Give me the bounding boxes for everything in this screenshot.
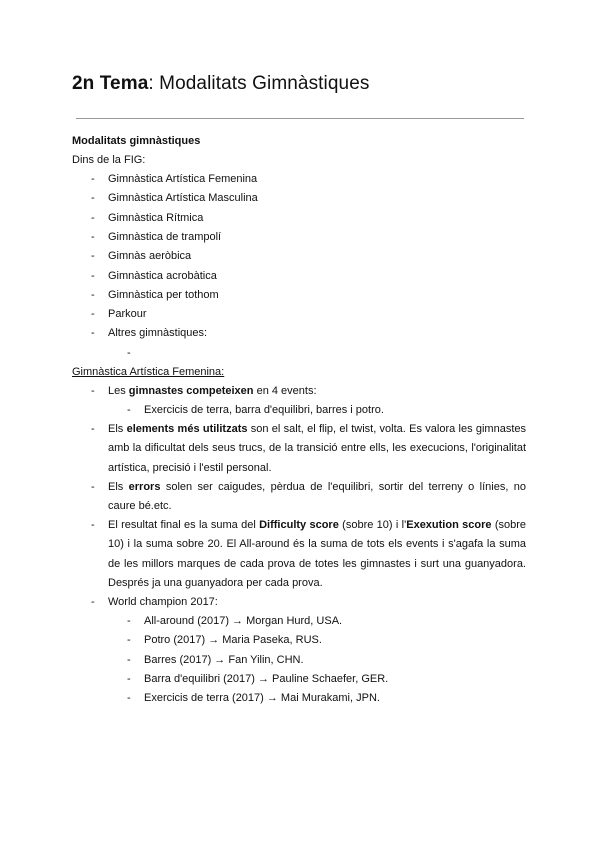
bullet-errors-post: solen ser caigudes, pèrdua de l'equilibri, sortir del terreny o línies, no caure bé.etc. bbox=[108, 481, 526, 513]
champion-item: All-around (2017) → Morgan Hurd, USA. bbox=[144, 615, 343, 627]
bullet-errors-pre: Els bbox=[108, 481, 129, 493]
bullet-score-bold1: Difficulty score bbox=[259, 519, 339, 531]
bullet-errors bbox=[108, 478, 526, 517]
list-item: Gimnàstica Artística Masculina bbox=[108, 192, 258, 205]
bullet-dash: - bbox=[91, 173, 95, 185]
bullet-dash: - bbox=[91, 327, 95, 340]
bullet-elements bbox=[108, 420, 526, 478]
bullet-errors-bold: errors bbox=[128, 481, 161, 493]
title-rest: : Modalitats Gimnàstiques bbox=[148, 73, 370, 94]
bullet-dash: - bbox=[91, 192, 95, 205]
list-item: Parkour bbox=[108, 308, 147, 321]
bullet-dash: - bbox=[91, 288, 95, 301]
bullet-dash: - bbox=[91, 211, 95, 224]
bullet-events bbox=[108, 382, 317, 401]
champion-item: Barra d'equilibri (2017) → Pauline Schaefer, GER. bbox=[144, 672, 389, 685]
section-intro: Dins de la FIG: bbox=[72, 154, 146, 166]
bullet-dash: - bbox=[91, 385, 95, 397]
bullet-dash: - bbox=[91, 308, 95, 321]
champion-item: Exercicis de terra (2017) → Mai Murakami, JPN. bbox=[144, 692, 380, 705]
sub-bullet-dash: - bbox=[127, 404, 131, 416]
list-item: Altres gimnàstiques: bbox=[108, 327, 208, 340]
list-item: Gimnàstica acrobàtica bbox=[108, 269, 217, 282]
bullet-events-post: en 4 events: bbox=[253, 385, 317, 397]
bullet-dash: - bbox=[91, 481, 95, 493]
bullet-score-bold2: Exexution score bbox=[406, 519, 492, 531]
list-item: Gimnàstica Artística Femenina bbox=[108, 173, 258, 185]
section-heading-gaf: Gimnàstica Artística Femenina: bbox=[72, 366, 225, 378]
sub-bullet-dash: - bbox=[127, 653, 131, 666]
sub-bullet-events: Exercicis de terra, barra d'equilibri, barres i potro. bbox=[144, 404, 384, 416]
list-item: Gimnàstica de trampolí bbox=[108, 230, 222, 243]
bullet-world-champion: World champion 2017: bbox=[108, 596, 218, 608]
sub-bullet-dash: - bbox=[127, 692, 131, 705]
bullet-dash: - bbox=[91, 596, 95, 608]
list-item: Gimnàs aeròbica bbox=[108, 250, 192, 263]
bullet-events-pre: Les bbox=[108, 385, 129, 397]
bullet-dash: - bbox=[91, 269, 95, 282]
bullet-elements-post: son el salt, el flip, el twist, volta. Es valora les gimnastes amb la dificultat dels seus trucs, de la transició entre ells, les execucions, l'originalitat artística, precisió i l'estil personal. bbox=[108, 423, 526, 474]
section-heading-modalitats: Modalitats gimnàstiques bbox=[72, 135, 201, 147]
bullet-score bbox=[108, 516, 526, 593]
title-divider bbox=[76, 118, 524, 119]
sub-bullet-dash: - bbox=[127, 615, 131, 627]
page-title bbox=[72, 72, 369, 96]
list-item: Gimnàstica per tothom bbox=[108, 288, 219, 301]
bullet-dash: - bbox=[91, 519, 95, 531]
list-item: Gimnàstica Rítmica bbox=[108, 211, 204, 224]
bullet-score-mid: (sobre 10) i l' bbox=[338, 519, 407, 531]
champion-item: Barres (2017) → Fan Yilin, CHN. bbox=[144, 653, 304, 666]
bullet-dash: - bbox=[91, 250, 95, 263]
champion-item: Potro (2017) → Maria Paseka, RUS. bbox=[144, 634, 322, 647]
bullet-dash: - bbox=[91, 230, 95, 243]
sub-bullet-dash: - bbox=[127, 634, 131, 647]
bullet-events-bold: gimnastes competeixen bbox=[128, 385, 254, 397]
bullet-dash: - bbox=[91, 423, 95, 435]
bullet-score-pre: El resultat final es la suma del bbox=[108, 519, 260, 531]
title-prefix: 2n Tema bbox=[72, 73, 149, 94]
bullet-elements-pre: Els bbox=[108, 423, 127, 435]
bullet-score-post: (sobre 10) i la suma sobre 20. El All-around és la suma de tots els events i s'agafa la suma de les millors marques de cada prova de totes les gimnastes i surt una guanyadora. Després ja una guanyadora per cada prova. bbox=[108, 519, 526, 589]
sub-bullet-dash: - bbox=[127, 672, 131, 685]
bullet-elements-bold: elements més utilitzats bbox=[126, 423, 248, 435]
sub-dash: - bbox=[127, 347, 131, 359]
